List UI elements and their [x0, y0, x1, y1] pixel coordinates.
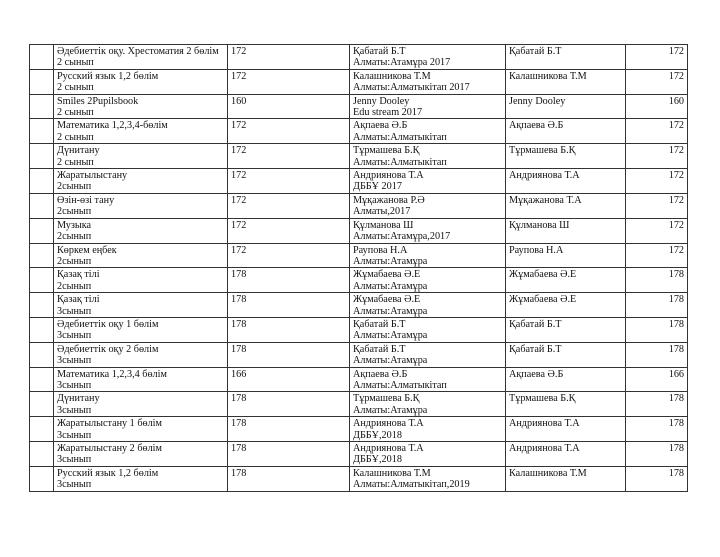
title-cell [54, 45, 228, 70]
total-cell [626, 442, 688, 467]
title-cell [54, 342, 228, 367]
book-count: 178 [231, 467, 247, 479]
row-index-cell [30, 392, 54, 417]
count-cell [228, 144, 350, 169]
author-cell [350, 94, 506, 119]
teacher-name: Мұқажанова Т.А [509, 194, 582, 206]
publisher-name: Алматы:Атамұра [353, 355, 428, 367]
author-name: Ақпаева Ә.Б [353, 120, 408, 132]
grade-label: 2 сынып [57, 82, 94, 94]
book-title: Өзін-өзі тану [57, 194, 115, 206]
total-count: 178 [668, 467, 684, 479]
grade-label: 3сынып [57, 305, 92, 317]
author-name: Қабатай Б.Т [353, 343, 406, 355]
author-cell [350, 169, 506, 194]
table-row [30, 119, 688, 144]
total-cell [626, 69, 688, 94]
book-count: 172 [231, 219, 247, 231]
teacher-cell [506, 293, 626, 318]
total-count: 172 [668, 120, 684, 132]
publisher-name: ДББҰ 2017 [353, 181, 402, 193]
row-index-cell [30, 69, 54, 94]
count-cell [228, 442, 350, 467]
author-cell [350, 317, 506, 342]
table-row [30, 342, 688, 367]
row-index-cell [30, 45, 54, 70]
teacher-name: Тұрмашева Б.Қ [509, 145, 576, 157]
author-cell [350, 342, 506, 367]
row-index-cell [30, 268, 54, 293]
table-row [30, 293, 688, 318]
book-title: Smiles 2Pupilsbook [57, 95, 139, 107]
teacher-cell [506, 119, 626, 144]
total-cell [626, 243, 688, 268]
total-count: 172 [668, 170, 684, 182]
teacher-cell [506, 218, 626, 243]
book-count: 178 [231, 318, 247, 330]
author-cell [350, 392, 506, 417]
total-count: 178 [668, 318, 684, 330]
book-count: 178 [231, 343, 247, 355]
teacher-name: Андриянова Т.А [509, 418, 580, 430]
book-count: 178 [231, 294, 247, 306]
teacher-cell [506, 317, 626, 342]
teacher-cell [506, 45, 626, 70]
author-cell [350, 243, 506, 268]
teacher-name: Қабатай Б.Т [509, 343, 562, 355]
title-cell [54, 466, 228, 491]
total-cell [626, 293, 688, 318]
count-cell [228, 94, 350, 119]
book-title: Жаратылыстану 1 бөлім [57, 418, 162, 430]
title-cell [54, 94, 228, 119]
book-count: 160 [231, 95, 247, 107]
table-row [30, 466, 688, 491]
total-count: 166 [668, 368, 684, 380]
title-cell [54, 144, 228, 169]
author-name: Андриянова Т.А [353, 170, 424, 182]
author-cell [350, 69, 506, 94]
total-count: 178 [668, 269, 684, 281]
table-row [30, 218, 688, 243]
total-count: 178 [668, 443, 684, 454]
total-count: 172 [668, 219, 684, 231]
grade-label: 2сынып [57, 206, 92, 218]
teacher-name: Калашникова Т.М [509, 70, 587, 82]
author-cell [350, 466, 506, 491]
total-cell [626, 367, 688, 392]
teacher-name: Тұрмашева Б.Қ [509, 393, 576, 405]
book-title: Дүнитану [57, 393, 100, 405]
teacher-name: Ақпаева Ә.Б [509, 368, 564, 380]
row-index-cell [30, 417, 54, 442]
textbook-table [29, 44, 688, 492]
book-count: 178 [231, 443, 247, 454]
teacher-name: Ақпаева Ә.Б [509, 120, 564, 132]
total-count: 172 [668, 194, 684, 206]
table-body [30, 45, 688, 492]
teacher-name: Jenny Dooley [509, 95, 566, 107]
table-row [30, 268, 688, 293]
grade-label: 3сынып [57, 330, 92, 342]
row-index-cell [30, 144, 54, 169]
total-cell [626, 218, 688, 243]
grade-label: 2сынып [57, 255, 92, 267]
book-count: 172 [231, 120, 247, 132]
grade-label: 3сынып [57, 355, 92, 367]
publisher-name: ДББҰ,2018 [353, 454, 402, 466]
count-cell [228, 69, 350, 94]
publisher-name: Алматы:Атамұра,2017 [353, 231, 451, 243]
book-count: 178 [231, 269, 247, 281]
teacher-cell [506, 466, 626, 491]
total-count: 172 [668, 145, 684, 157]
publisher-name: Алматы,2017 [353, 206, 411, 218]
grade-label: 3сынып [57, 379, 92, 391]
teacher-name: Андриянова Т.А [509, 170, 580, 182]
book-title: Көркем еңбек [57, 244, 117, 256]
book-title: Музыка [57, 219, 92, 231]
publisher-name: ДББҰ,2018 [353, 429, 402, 441]
grade-label: 2 сынып [57, 131, 94, 143]
count-cell [228, 45, 350, 70]
row-index-cell [30, 218, 54, 243]
total-cell [626, 417, 688, 442]
book-title: Жаратылыстану [57, 170, 128, 182]
author-name: Тұрмашева Б.Қ [353, 393, 420, 405]
author-name: Калашникова Т.М [353, 70, 431, 82]
author-cell [350, 268, 506, 293]
total-count: 178 [668, 393, 684, 405]
row-index-cell [30, 193, 54, 218]
total-count: 178 [668, 294, 684, 306]
grade-label: 3сынып [57, 429, 92, 441]
total-cell [626, 342, 688, 367]
book-title: Дүнитану [57, 145, 100, 157]
teacher-cell [506, 144, 626, 169]
teacher-name: Қабатай Б.Т [509, 46, 562, 57]
total-count: 172 [668, 70, 684, 82]
book-title: Қазақ тілі [57, 294, 100, 306]
title-cell [54, 442, 228, 467]
book-count: 172 [231, 170, 247, 182]
publisher-name: Алматы:Атамұра [353, 404, 428, 416]
book-title: Қазақ тілі [57, 269, 100, 281]
table-row [30, 367, 688, 392]
book-count: 178 [231, 418, 247, 430]
total-count: 160 [668, 95, 684, 107]
teacher-cell [506, 268, 626, 293]
total-cell [626, 119, 688, 144]
book-title: Математика 1,2,3,4 бөлім [57, 368, 167, 380]
publisher-name: Алматы:Атамұра [353, 305, 428, 317]
table-row [30, 417, 688, 442]
table-row [30, 317, 688, 342]
grade-label: 2сынып [57, 280, 92, 292]
publisher-name: Алматы:Атамұра 2017 [353, 57, 451, 69]
author-cell [350, 218, 506, 243]
grade-label: 3сынып [57, 404, 92, 416]
author-cell [350, 144, 506, 169]
teacher-name: Жұмабаева Ә.Е [509, 269, 577, 281]
row-index-cell [30, 293, 54, 318]
total-cell [626, 169, 688, 194]
count-cell [228, 268, 350, 293]
author-name: Калашникова Т.М [353, 467, 431, 479]
count-cell [228, 243, 350, 268]
table-row [30, 392, 688, 417]
author-cell [350, 45, 506, 70]
book-count: 166 [231, 368, 247, 380]
publisher-name: Алматы:Атамұра [353, 255, 428, 267]
title-cell [54, 268, 228, 293]
book-title: Математика 1,2,3,4-бөлім [57, 120, 168, 132]
total-count: 172 [668, 244, 684, 256]
row-index-cell [30, 466, 54, 491]
table-row [30, 144, 688, 169]
row-index-cell [30, 442, 54, 467]
table-row [30, 94, 688, 119]
teacher-cell [506, 94, 626, 119]
publisher-name: Алматы:Алматыкітап,2019 [353, 479, 470, 491]
publisher-name: Edu stream 2017 [353, 107, 423, 119]
teacher-name: Калашникова Т.М [509, 467, 587, 479]
publisher-name: Алматы:Алматыкітап [353, 379, 447, 391]
book-title: Жаратылыстану 2 бөлім [57, 443, 162, 454]
title-cell [54, 417, 228, 442]
total-cell [626, 392, 688, 417]
publisher-name: Алматы:Алматыкітап [353, 131, 447, 143]
teacher-cell [506, 417, 626, 442]
teacher-name: Раупова Н.А [509, 244, 564, 256]
grade-label: 3сынып [57, 479, 92, 491]
author-name: Ақпаева Ә.Б [353, 368, 408, 380]
author-name: Андриянова Т.А [353, 418, 424, 430]
teacher-cell [506, 193, 626, 218]
author-name: Jenny Dooley [353, 95, 410, 107]
author-name: Андриянова Т.А [353, 443, 424, 454]
author-name: Қабатай Б.Т [353, 46, 406, 57]
total-count: 178 [668, 418, 684, 430]
teacher-cell [506, 367, 626, 392]
total-cell [626, 317, 688, 342]
count-cell [228, 119, 350, 144]
grade-label: 2 сынып [57, 107, 94, 119]
title-cell [54, 119, 228, 144]
row-index-cell [30, 169, 54, 194]
count-cell [228, 169, 350, 194]
book-count: 178 [231, 393, 247, 405]
title-cell [54, 193, 228, 218]
count-cell [228, 293, 350, 318]
total-cell [626, 466, 688, 491]
publisher-name: Алматы:Алматыкітап 2017 [353, 82, 470, 94]
title-cell [54, 169, 228, 194]
book-title: Русский язык 1,2 бөлім [57, 467, 159, 479]
total-cell [626, 144, 688, 169]
title-cell [54, 69, 228, 94]
author-cell [350, 119, 506, 144]
author-cell [350, 193, 506, 218]
total-cell [626, 45, 688, 70]
teacher-name: Жұмабаева Ә.Е [509, 294, 577, 306]
teacher-cell [506, 243, 626, 268]
total-cell [626, 268, 688, 293]
count-cell [228, 193, 350, 218]
total-count: 172 [668, 46, 684, 57]
author-name: Раупова Н.А [353, 244, 408, 256]
teacher-name: Андриянова Т.А [509, 443, 580, 454]
author-cell [350, 417, 506, 442]
teacher-cell [506, 392, 626, 417]
grade-label: 2 сынып [57, 57, 94, 69]
grade-label: 2сынып [57, 181, 92, 193]
title-cell [54, 317, 228, 342]
author-name: Мұқажанова Р.Ә [353, 194, 425, 206]
count-cell [228, 417, 350, 442]
author-cell [350, 293, 506, 318]
table-row [30, 169, 688, 194]
title-cell [54, 243, 228, 268]
total-cell [626, 94, 688, 119]
table-row [30, 193, 688, 218]
book-count: 172 [231, 194, 247, 206]
count-cell [228, 218, 350, 243]
count-cell [228, 392, 350, 417]
table-row [30, 69, 688, 94]
count-cell [228, 466, 350, 491]
total-cell [626, 193, 688, 218]
publisher-name: Алматы:Алматыкітап [353, 156, 447, 168]
author-name: Жұмабаева Ә.Е [353, 294, 421, 306]
teacher-cell [506, 442, 626, 467]
teacher-name: Құлманова Ш [509, 219, 570, 231]
author-cell [350, 442, 506, 467]
teacher-name: Қабатай Б.Т [509, 318, 562, 330]
row-index-cell [30, 243, 54, 268]
teacher-cell [506, 169, 626, 194]
row-index-cell [30, 317, 54, 342]
row-index-cell [30, 367, 54, 392]
count-cell [228, 367, 350, 392]
table-row [30, 243, 688, 268]
title-cell [54, 392, 228, 417]
book-count: 172 [231, 145, 247, 157]
table-row [30, 442, 688, 467]
total-count: 178 [668, 343, 684, 355]
teacher-cell [506, 342, 626, 367]
author-cell [350, 367, 506, 392]
book-title: Әдебиеттік оқу 2 бөлім [57, 343, 159, 355]
book-title: Русский язык 1,2 бөлім [57, 70, 159, 82]
author-name: Жұмабаева Ә.Е [353, 269, 421, 281]
table-row [30, 45, 688, 70]
grade-label: 2 сынып [57, 156, 94, 168]
count-cell [228, 317, 350, 342]
title-cell [54, 367, 228, 392]
book-title: Әдебиеттік оқу. Хрестоматия 2 бөлім [57, 46, 219, 57]
count-cell [228, 342, 350, 367]
row-index-cell [30, 342, 54, 367]
book-count: 172 [231, 244, 247, 256]
publisher-name: Алматы:Атамұра [353, 330, 428, 342]
row-index-cell [30, 94, 54, 119]
book-title: Әдебиеттік оқу 1 бөлім [57, 318, 159, 330]
grade-label: 2сынып [57, 231, 92, 243]
row-index-cell [30, 119, 54, 144]
author-name: Құлманова Ш [353, 219, 414, 231]
teacher-cell [506, 69, 626, 94]
author-name: Қабатай Б.Т [353, 318, 406, 330]
book-count: 172 [231, 70, 247, 82]
publisher-name: Алматы:Атамұра [353, 280, 428, 292]
grade-label: 3сынып [57, 454, 92, 466]
title-cell [54, 293, 228, 318]
book-count: 172 [231, 46, 247, 57]
author-name: Тұрмашева Б.Қ [353, 145, 420, 157]
title-cell [54, 218, 228, 243]
